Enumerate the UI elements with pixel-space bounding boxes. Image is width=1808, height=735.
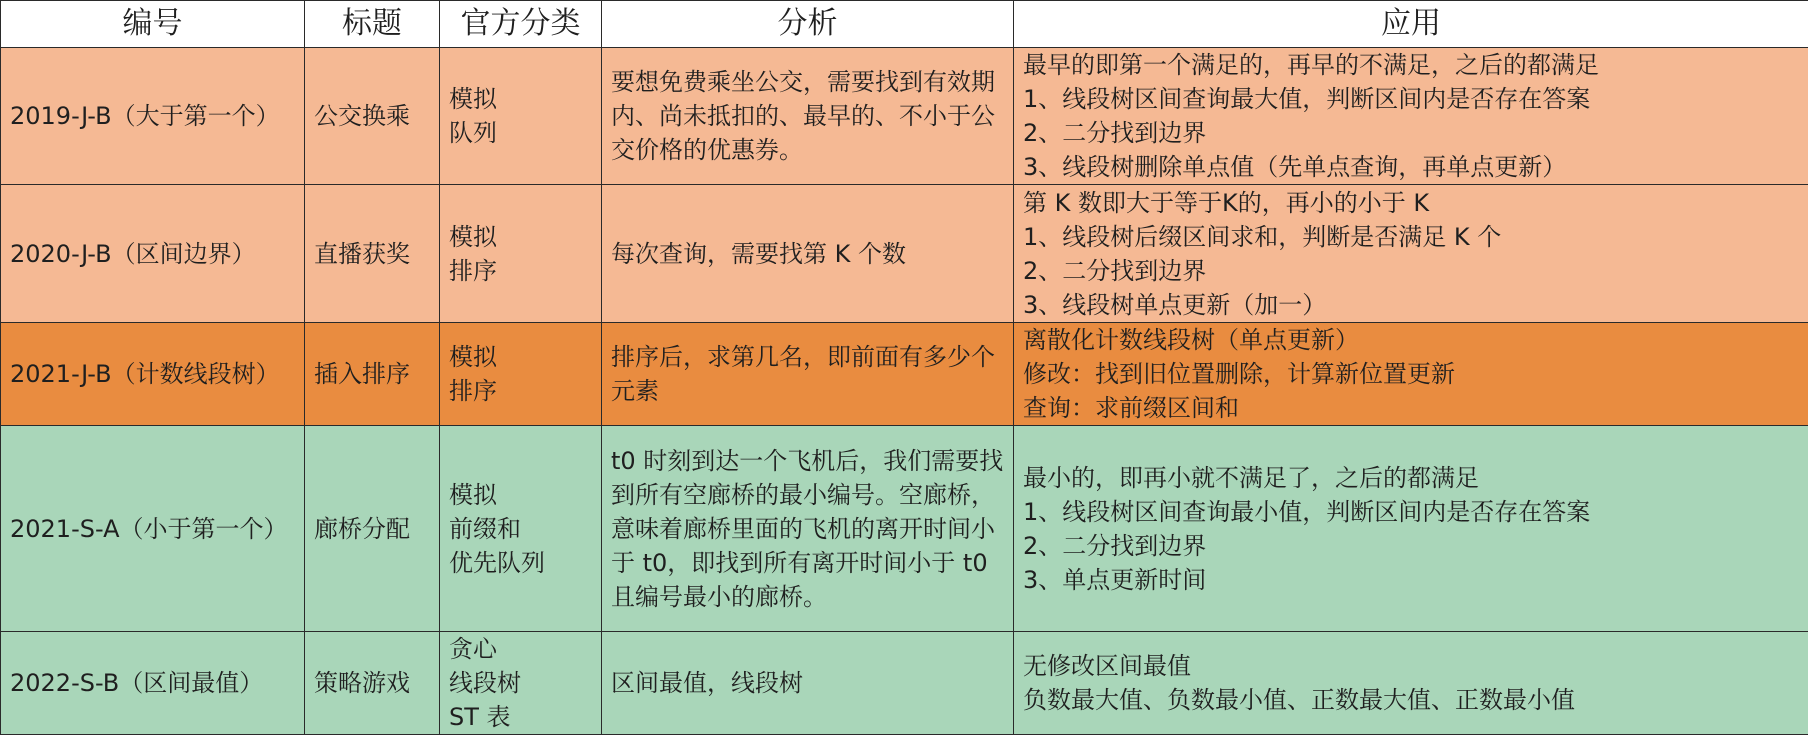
table-row [1,48,1808,185]
cell-id: 2022-S-B（区间最值） [1,632,305,735]
header-row [1,1,1808,48]
cell-category [440,323,602,426]
application-line: 最早的即第一个满足的，再早的不满足，之后的都满足 [1023,48,1799,82]
category-line: ST 表 [449,700,592,734]
application-line: 1、线段树后缀区间求和，判断是否满足 K 个 [1023,220,1799,254]
header-id: 编号 [1,1,305,48]
category-line: 模拟 [449,478,592,512]
cell-title: 直播获奖 [305,185,440,323]
application-line: 2、二分找到边界 [1023,254,1799,288]
table-row [1,185,1808,323]
application-line: 最小的，即再小就不满足了，之后的都满足 [1023,461,1799,495]
cell-analysis [602,632,1014,735]
application-line: 3、线段树单点更新（加一） [1023,288,1799,322]
category-line: 模拟 [449,82,592,116]
cell-analysis [602,323,1014,426]
analysis-text: t0 时刻到达一个飞机后，我们需要找到所有空廊桥的最小编号。空廊桥，意味着廊桥里面的飞机的离开时间小于 t0，即找到所有离开时间小于 t0 且编号最小的廊桥。 [611,444,1004,614]
header-category: 官方分类 [440,1,602,48]
table-row [1,632,1808,735]
application-line: 第 K 数即大于等于K的，再小的小于 K [1023,186,1799,220]
analysis-text: 区间最值，线段树 [611,666,1004,700]
application-line: 1、线段树区间查询最小值，判断区间内是否存在答案 [1023,495,1799,529]
application-line: 2、二分找到边界 [1023,529,1799,563]
cell-application [1014,632,1808,735]
cell-category [440,48,602,185]
category-line: 线段树 [449,666,592,700]
cell-title: 廊桥分配 [305,426,440,632]
table-row [1,323,1808,426]
cell-title: 插入排序 [305,323,440,426]
application-line: 2、二分找到边界 [1023,116,1799,150]
application-line: 查询：求前缀区间和 [1023,391,1799,425]
cell-application [1014,323,1808,426]
analysis-text: 排序后，求第几名，即前面有多少个元素 [611,340,1004,408]
category-line: 贪心 [449,632,592,666]
application-line: 无修改区间最值 [1023,649,1799,683]
category-line: 优先队列 [449,546,592,580]
header-title: 标题 [305,1,440,48]
cell-title: 策略游戏 [305,632,440,735]
application-line: 3、线段树删除单点值（先单点查询，再单点更新） [1023,150,1799,184]
category-line: 前缀和 [449,512,592,546]
application-line: 3、单点更新时间 [1023,563,1799,597]
cell-application [1014,48,1808,185]
cell-analysis [602,185,1014,323]
header-application: 应用 [1014,1,1808,48]
category-line: 队列 [449,116,592,150]
cell-id: 2021-S-A（小于第一个） [1,426,305,632]
application-line: 1、线段树区间查询最大值，判断区间内是否存在答案 [1023,82,1799,116]
cell-category [440,185,602,323]
header-analysis: 分析 [602,1,1014,48]
application-line: 离散化计数线段树（单点更新） [1023,323,1799,357]
cell-category [440,632,602,735]
cell-analysis [602,48,1014,185]
category-line: 模拟 [449,340,592,374]
cell-application [1014,185,1808,323]
application-line: 修改：找到旧位置删除，计算新位置更新 [1023,357,1799,391]
cell-id: 2019-J-B（大于第一个） [1,48,305,185]
application-line: 负数最大值、负数最小值、正数最大值、正数最小值 [1023,683,1799,717]
table-row [1,426,1808,632]
analysis-text: 每次查询，需要找第 K 个数 [611,237,1004,271]
cell-id: 2021-J-B（计数线段树） [1,323,305,426]
cell-application [1014,426,1808,632]
cell-title: 公交换乘 [305,48,440,185]
analysis-text: 要想免费乘坐公交，需要找到有效期内、尚未抵扣的、最早的、不小于公交价格的优惠券。 [611,65,1004,167]
category-line: 模拟 [449,220,592,254]
cell-analysis [602,426,1014,632]
category-line: 排序 [449,374,592,408]
category-line: 排序 [449,254,592,288]
cell-id: 2020-J-B（区间边界） [1,185,305,323]
cell-category [440,426,602,632]
